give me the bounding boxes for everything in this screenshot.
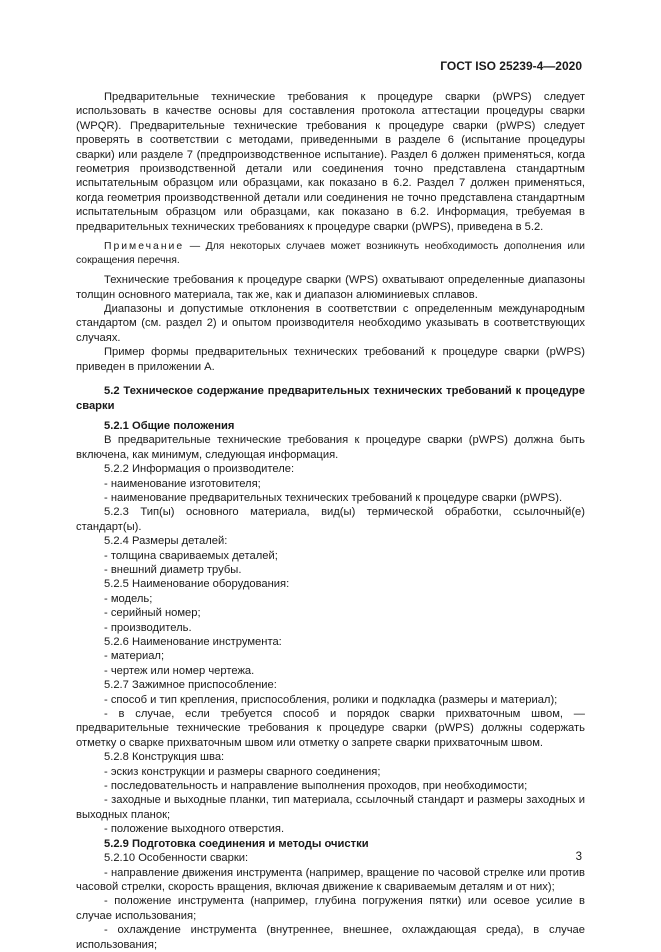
- paragraph-example-form: Пример формы предварительных технических требований к процедуре сварки (pWPS) приведен в приложении А.: [76, 346, 585, 373]
- clause-5-2-6: 5.2.6 Наименование инструмента:: [104, 636, 282, 648]
- document-body: [76, 90, 585, 952]
- list-item: - производитель.: [104, 621, 192, 634]
- section-heading-5-2: 5.2 Техническое содержание предварительных технических требований к процедуре сварки: [76, 385, 585, 412]
- document-code: ГОСТ ISO 25239-4—2020: [440, 59, 582, 73]
- list-item: - последовательность и направление выполнения проходов, при необходимости;: [104, 780, 528, 793]
- clause-5-2-4: 5.2.4 Размеры деталей:: [104, 535, 228, 548]
- note-label: Примечание: [104, 241, 185, 253]
- list-item: - эскиз конструкции и размеры сварного соединения;: [104, 765, 381, 778]
- list-item: - положение выходного отверстия.: [104, 823, 285, 836]
- list-item: - направление движения инструмента (например, вращение по часовой стрелке или против часовой стрелки, скорость вращения, включая движение к свариваемым деталям и от них);: [76, 866, 585, 893]
- paragraph-general-intro: В предварительные технические требования к процедуре сварки (pWPS) должна быть включена, как минимум, следующая информация.: [76, 434, 585, 461]
- paragraph-tolerances: Диапазоны и допустимые отклонения в соответствии с определенным международным стандартом (см. раздел 2) и опытом производителя необходимо указывать в соответствующих случаях.: [76, 303, 585, 344]
- clause-5-2-2: 5.2.2 Информация о производителе:: [104, 463, 295, 476]
- list-item: - модель;: [104, 592, 153, 605]
- page-number: 3: [575, 851, 582, 863]
- list-item: - положение инструмента (например, глубина погружения пятки) или осевое усилие в случае использования;: [76, 895, 585, 922]
- list-item: - серийный номер;: [104, 607, 201, 620]
- paragraph-wps-ranges: Технические требования к процедуре сварки (WPS) охватывают определенные диапазоны толщин основного материала, так же, как и диапазон алюминиевых сплавов.: [76, 274, 585, 301]
- list-item: - наименование предварительных технических требований к процедуре сварки (pWPS).: [104, 491, 563, 504]
- list-item: - толщина свариваемых деталей;: [104, 549, 278, 562]
- list-item: - охлаждение инструмента (внутреннее, внешнее, охлаждающая среда), в случае использования;: [76, 924, 585, 951]
- list-item: - заходные и выходные планки, тип материала, ссылочный стандарт и размеры заходных и выходных планок;: [76, 794, 585, 821]
- note-text: — Для некоторых случаев может возникнуть необходимость дополнения или сокращения перечня.: [76, 241, 585, 266]
- clause-5-2-7: 5.2.7 Зажимное приспособление:: [104, 679, 277, 692]
- note: [76, 240, 585, 267]
- list-item: - в случае, если требуется способ и порядок сварки прихваточным швом, — предварительные технические требования к процедуре сварки (pWPS) должны содержать отметку о сварке прихваточным швом или отметку о запрете сварки прихваточным швом.: [76, 708, 585, 749]
- list-item: - внешний диаметр трубы.: [104, 563, 242, 576]
- clause-5-2-5: 5.2.5 Наименование оборудования:: [104, 578, 290, 591]
- paragraph-pwps-usage: Предварительные технические требования к процедуре сварки (pWPS) следует использовать в качестве основы для составления протокола аттестации процедуры сварки (WPQR). Предварительные технические требования к процедуре сварки (pWPS) следует проверять в соответствии с методами, приведенными в разделе 6 (испытание процедуры сварки) или разделе 7 (предпроизводственное испытание). Раздел 6 должен применяться, когда геометрия производственной детали или соединения точно представлена стандартным испытательным образцом или образцами, как показано в 6.2. Раздел 7 должен применяться, когда геометрия производственной детали или соединения не точно представлена стандартным испытательным образцом или образцами, как показано в 6.2. Информация, требуемая в предварительных технических требованиях к процедуре сварки (pWPS), приведена в 5.2.: [76, 91, 585, 233]
- list-item: - способ и тип крепления, приспособления, ролики и подкладка (размеры и материал);: [104, 693, 558, 706]
- list-item: - чертеж или номер чертежа.: [104, 664, 255, 677]
- clause-5-2-10: 5.2.10 Особенности сварки:: [104, 852, 249, 865]
- list-item: - наименование изготовителя;: [104, 477, 261, 490]
- list-item: - материал;: [104, 650, 165, 663]
- clause-5-2-3: 5.2.3 Тип(ы) основного материала, вид(ы) термической обработки, ссылочный(е) стандарт(ы).: [76, 506, 585, 533]
- clause-5-2-8: 5.2.8 Конструкция шва:: [104, 751, 225, 764]
- subsection-heading-5-2-9: 5.2.9 Подготовка соединения и методы очистки: [104, 837, 369, 850]
- subsection-heading-5-2-1: 5.2.1 Общие положения: [104, 419, 235, 432]
